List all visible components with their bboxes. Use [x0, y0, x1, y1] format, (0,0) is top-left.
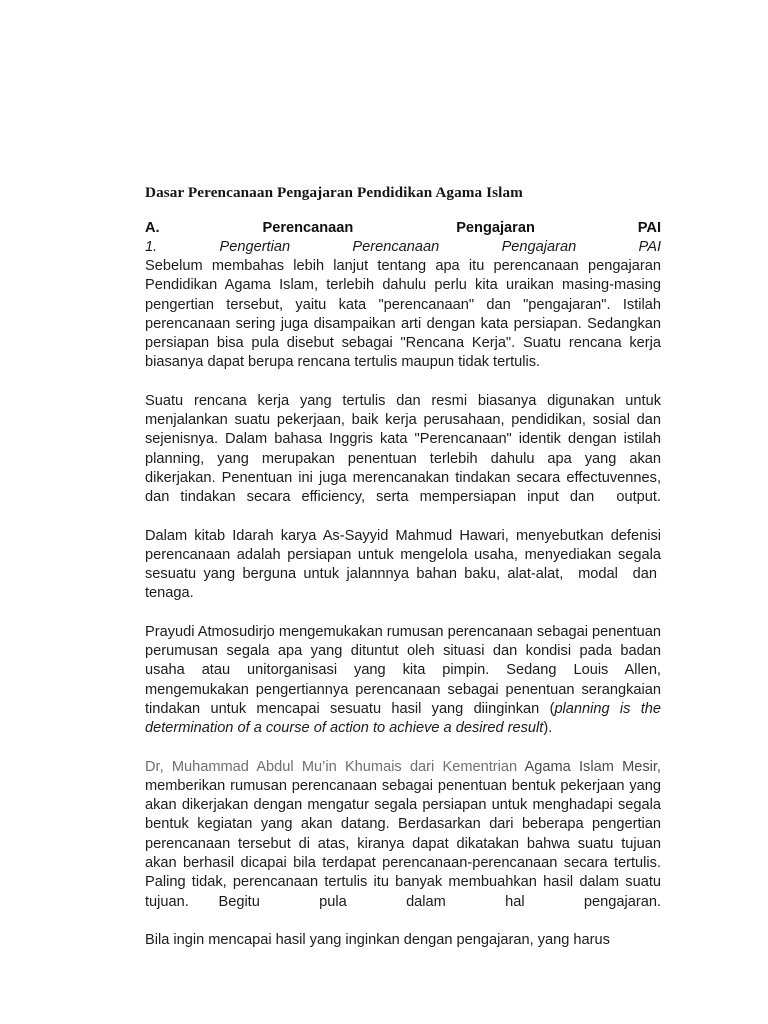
paragraph-4-italic-quote: planning is the determination of a course of action to achieve a desired result	[145, 700, 661, 737]
paragraph-5-rest: memberikan rumusan perencanaan sebagai penentuan bentuk pekerjaan yang akan dikerjakan dengan mengatur segala persiapan untuk menghadapi segala bentuk kegiatan yang akan datang. Berdasarkan dari beberapa pengertian perencanaan tersebut di atas, kiranya dapat dikatakan bahwa suatu tujuan akan berhasil dicapai bila terdapat perencanaan-perencanaan secara tertulis. Paling tidak, perencanaan tertulis itu banyak membuahkan hasil dalam suatu tujuan. Begitu pula dalam hal pengajaran.	[145, 777, 661, 910]
paragraph-5	[145, 758, 661, 912]
paragraph-5-faded-lead: Dr, Muhammad Abdul Mu’in Khumais dari Kementrian	[145, 758, 525, 775]
paragraph-4	[145, 623, 661, 739]
paragraph-gap	[145, 912, 661, 931]
paragraph-4-lead: Prayudi Atmosudirjo mengemukakan rumusan perencanaan sebagai penentuan perumusan segala apa yang dituntut oleh situasi dan kondisi pada badan usaha atau unitorganisasi yang kita pimpin. Sedang Louis Allen, mengemukakan pengertiannya perencanaan sebagai penentuan serangkaian tindakan untuk mencapai sesuatu hasil yang diinginkan (	[145, 623, 661, 717]
paragraph-2: Suatu rencana kerja yang tertulis dan resmi biasanya digunakan untuk menjalankan suatu pekerjaan, baik kerja perusahaan, pendidikan, sosial dan sejenisnya. Dalam bahasa Inggris kata "Perencanaan" identik dengan istilah planning, yang merupakan penentuan terlebih dahulu apa yang akan dikerjakan. Penentuan ini juga merencanakan tindakan secara effectuvennes, dan tindakan secara efficiency, serta mempersiapan input dan output.	[145, 392, 661, 506]
page-title: Dasar Perencanaan Pengajaran Pendidikan Agama Islam	[145, 184, 523, 201]
paragraph-6: Bila ingin mencapai hasil yang inginkan dengan pengajaran, yang harus	[145, 931, 610, 948]
paragraph-gap	[145, 373, 661, 392]
paragraph-4-tail: ).	[543, 720, 553, 737]
text-column	[145, 183, 661, 950]
paragraph-gap	[145, 604, 661, 623]
paragraph-3: Dalam kitab Idarah karya As-Sayyid Mahmud Hawari, menyebutkan defenisi perencanaan adalah persiapan untuk mengelola usaha, menyediakan segala sesuatu yang berguna untuk jalannnya bahan baku, alat-alat, modal dan tenaga.	[145, 527, 661, 602]
section-heading-a: A. Perencanaan Pengajaran PAI	[145, 220, 661, 236]
paragraph-gap	[145, 739, 661, 758]
subsection-heading-1: 1. Pengertian Perencanaan Pengajaran PAI	[145, 239, 661, 255]
title-spacer	[145, 202, 661, 219]
paragraph-5-faded-mid: Agama Islam Mesir,	[524, 758, 661, 775]
paragraph-1: Sebelum membahas lebih lanjut tentang apa itu perencanaan pengajaran Pendidikan Agama Islam, terlebih dahulu perlu kita uraikan masing-masing pengertian tersebut, yaitu kata "perencanaan" dan "pengajaran". Istilah perencanaan sering juga disampaikan arti dengan kata persiapan. Sedangkan persiapan bisa pula disebut sebagai "Rencana Kerja". Suatu rencana kerja biasanya dapat berupa rencana tertulis maupun tidak tertulis.	[145, 258, 661, 371]
paragraph-gap	[145, 508, 661, 527]
